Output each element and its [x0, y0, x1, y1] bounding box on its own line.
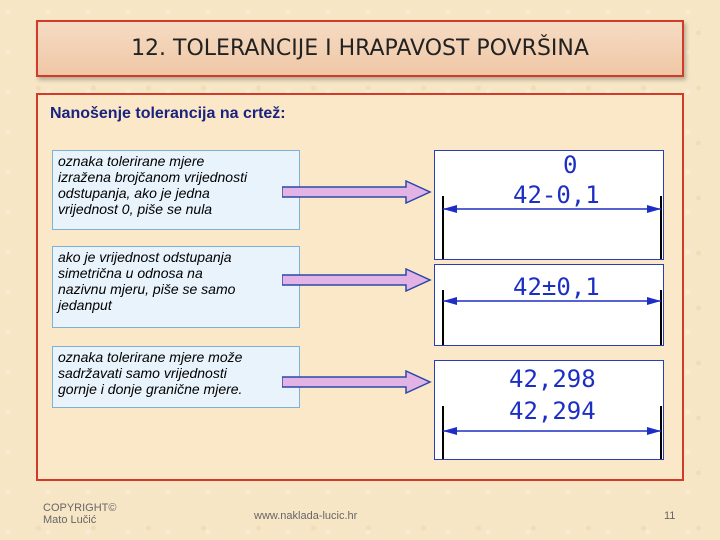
note-zero-deviation: oznaka tolerirane mjere izražena brojčanom vrijednosti odstupanja, ako je jedna vrijednost 0, piše se nula [52, 150, 300, 230]
dimension-drawing-2 [435, 265, 663, 345]
title-box [36, 20, 684, 77]
author-line: Mato Lučić [43, 514, 97, 526]
copyright [43, 502, 117, 526]
note-symmetric-deviation: ako je vrijednost odstupanja simetrična u odnosa na nazivnu mjeru, piše se samo jedanput [52, 246, 300, 328]
section-heading: Nanošenje tolerancija na crtež: [50, 105, 286, 122]
dimension-text: 42-0,1 [513, 181, 600, 209]
page-number: 11 [664, 510, 676, 522]
copyright-line: COPYRIGHT© [43, 502, 117, 514]
upper-deviation-text: 0 [563, 151, 578, 179]
website-link: www.naklada-lucic.hr [254, 510, 358, 522]
arrow-3-icon [282, 370, 432, 394]
dimension-drawing-1 [435, 151, 663, 259]
drawing-zero-deviation [434, 150, 664, 260]
note-limit-dimensions: oznaka tolerirane mjere može sadržavati samo vrijednosti gornje i donje granične mjere. [52, 346, 300, 408]
lower-limit-text: 42,294 [509, 397, 596, 425]
arrow-2-icon [282, 268, 432, 292]
upper-limit-text: 42,298 [509, 365, 596, 393]
drawing-limit-dimensions [434, 360, 664, 460]
dimension-text: 42±0,1 [513, 273, 600, 301]
drawing-symmetric-deviation [434, 264, 664, 346]
slide-title: 12. TOLERANCIJE I HRAPAVOST POVRŠINA [131, 36, 589, 61]
dimension-drawing-3 [435, 361, 663, 459]
arrow-1-icon [282, 180, 432, 204]
